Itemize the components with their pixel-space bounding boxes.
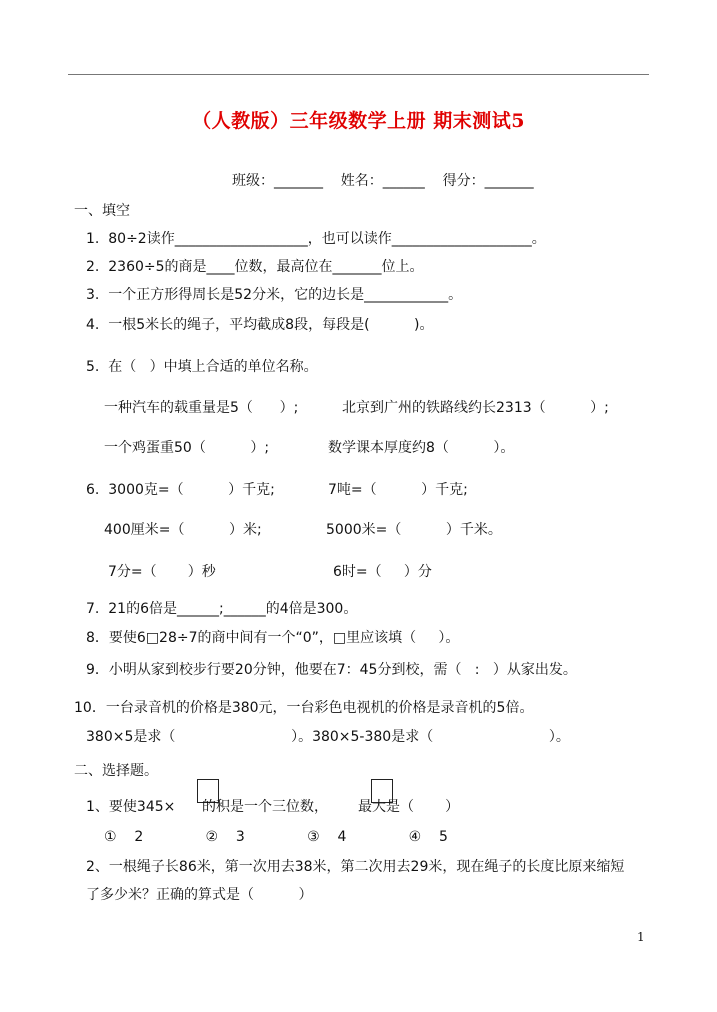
question-3: 3. 一个正方形得周长是52分米，它的边长是____________。	[86, 287, 463, 303]
choice-2-continued: 了多少米？正确的算式是（ ）	[86, 887, 313, 903]
question-2: 2. 2360÷5的商是____位数，最高位在_______位上。	[86, 259, 424, 275]
question-9: 9．小明从家到校步行要20分钟，他要在7：45分到校，需（ : ）从家出发。	[86, 662, 577, 678]
question-6b: 7吨=（ ）千克;	[328, 482, 468, 498]
question-5: 5. 在（ ）中填上合适的单位名称。	[86, 359, 318, 375]
question-1: 1. 80÷2读作___________________，也可以读作____________________。	[86, 231, 546, 247]
question-5a: 一种汽车的载重量是5（ ）;	[104, 400, 299, 416]
header-rule	[68, 74, 649, 75]
choice-1-part-a: 1、要使345×	[86, 799, 176, 815]
section-fill-heading: 一、填空	[74, 203, 130, 219]
question-5d: 数学课本厚度约8（ ）。	[328, 440, 515, 456]
section-choice-heading: 二、选择题。	[74, 763, 158, 779]
choice-1-options: ① 2 ② 3 ③ 4 ④ 5	[104, 829, 448, 845]
choice-1-part-b: 的积是一个三位数，	[202, 799, 328, 815]
question-6e: 7分=（ ）秒	[108, 564, 216, 580]
question-10b: 380×5是求（ ）。380×5-380是求（ ）。	[86, 729, 570, 745]
choice-1-part-c: 最大是（ ）	[358, 799, 460, 815]
question-7: 7. 21的6倍是______;______的4倍是300。	[86, 601, 358, 617]
question-6d: 5000米=（ ）千米。	[326, 522, 502, 538]
choice-2: 2、一根绳子长86米，第一次用去38米，第二次用去29米，现在绳子的长度比原来缩短	[86, 859, 625, 875]
question-8: 8．要使6□28÷7的商中间有一个“0”，□里应该填（ ）。	[86, 630, 460, 646]
question-5c: 一个鸡蛋重50（ ）;	[104, 440, 270, 456]
question-10: 10．一台录音机的价格是380元，一台彩色电视机的价格是录音机的5倍。	[74, 700, 534, 716]
page-title: （人教版）三年级数学上册 期末测试5	[192, 110, 525, 132]
question-6f: 6时=（ ）分	[333, 564, 432, 580]
student-info-line: 班级：_______ 姓名：______ 得分：_______	[232, 173, 534, 189]
question-4: 4. 一根5米长的绳子，平均截成8段，每段是( )。	[86, 317, 434, 333]
page-number: 1	[637, 930, 645, 944]
question-6c: 400厘米=（ ）米;	[104, 522, 262, 538]
question-5b: 北京到广州的铁路线约长2313（ ）;	[342, 400, 609, 416]
question-6a: 6. 3000克=（ ）千克;	[86, 482, 275, 498]
